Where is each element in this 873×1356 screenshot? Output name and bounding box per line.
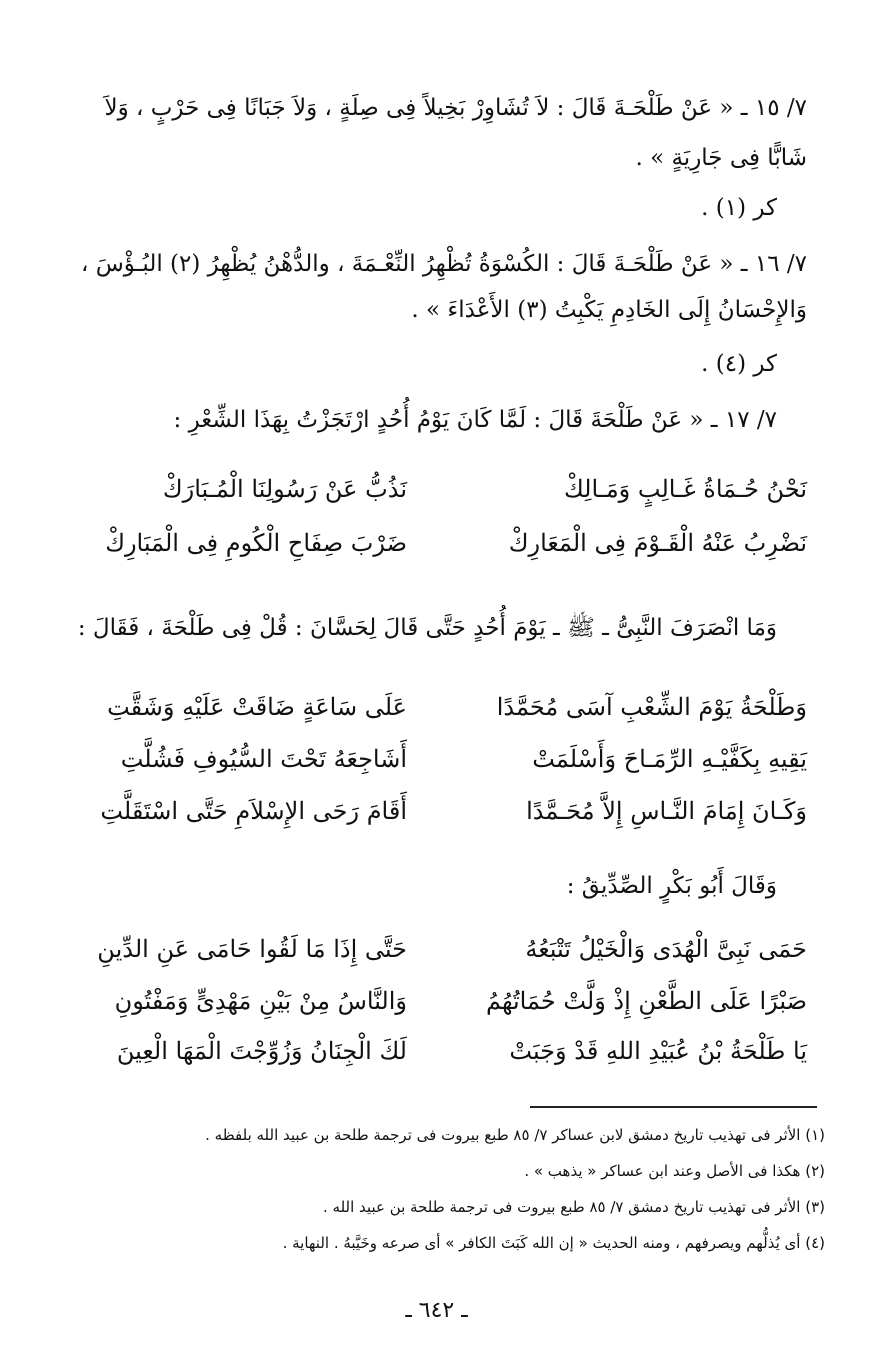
verse-second-hemistich: نَذُبُّ عَنْ رَسُولِنَا الْمُـبَارَكْ — [162, 475, 407, 503]
paragraph-17-line-1: ٧/ ١٧ ـ « عَنْ طَلْحَةَ قَالَ : لَمَّا كَانَ يَوْمُ أُحُدٍ ارْتَجَزْتُ بِهَذَا الشِّعْرِ : — [173, 407, 777, 433]
footnote-4: (٤) أى يُذلُّهم ويصرفهم ، ومنه الحديث « إن الله كَبَتَ الكافر » أى صرعه وخَيَّبهُ . النهاية . — [282, 1234, 825, 1252]
verse-first-hemistich: نَضْرِبُ عَنْهُ الْقَـوْمَ فِى الْمَعَارِكْ — [508, 529, 807, 557]
footnote-separator — [530, 1106, 817, 1108]
verse-second-hemistich: عَلَى سَاعَةٍ ضَاقَتْ عَلَيْهِ وَشَقَّتِ — [107, 693, 407, 721]
poem-1-verse — [105, 522, 807, 564]
footnote-3: (٣) الأثر فى تهذيب تاريخ دمشق ٧/ ٨٥ طبع بيروت فى ترجمة طلحة بن عبيد الله . — [323, 1198, 825, 1216]
paragraph-16-citation: كر (٤) . — [701, 351, 777, 377]
verse-first-hemistich: نَحْنُ حُـمَاةُ غَـالِبٍ وَمَـالِكْ — [563, 475, 807, 503]
page-number: ـ ٦٤٢ ـ — [405, 1298, 468, 1323]
verse-first-hemistich: وَطَلْحَةُ يَوْمَ الشِّعْبِ آسَى مُحَمَّدًا — [496, 693, 807, 721]
verse-first-hemistich: وَكَـانَ إِمَامَ النَّـاسِ إِلاَّ مُحَـمَّدًا — [526, 797, 807, 825]
poem-3-verse — [116, 1030, 807, 1072]
verse-second-hemistich: ضَرْبَ صِفَاحِ الْكُومِ فِى الْمَبَارِكْ — [105, 529, 407, 557]
verse-second-hemistich: لَكَ الْجِنَانُ وَزُوِّجْتَ الْمَهَا الْعِينَ — [116, 1037, 407, 1065]
poem-2-intro: وَمَا انْصَرَفَ النَّبِىُّ ـ ﷺ ـ يَوْمَ أُحُدٍ حَتَّى قَالَ لِحَسَّانَ : قُلْ فِى طَلْحَةَ ، فَقَالَ : — [77, 615, 777, 641]
paragraph-15-line-1: ٧/ ١٥ ـ « عَنْ طَلْحَـةَ قَالَ : لاَ تُشَاوِرْ بَخِيلاً فِى صِلَةٍ ، وَلاَ جَبَانًا فِى حَرْبٍ ، وَلاَ — [104, 95, 807, 121]
poem-2-verse — [120, 738, 807, 780]
footnote-1: (١) الأثر فى تهذيب تاريخ دمشق لابن عساكر ٧/ ٨٥ طبع بيروت فى ترجمة طلحة بن عبيد الله بلفظه . — [205, 1126, 825, 1144]
poem-1-verse — [147, 468, 807, 510]
paragraph-16-line-2: وَالإِحْسَانُ إِلَى الخَادِمِ يَكْبِتُ (٣) الأَعْدَاءَ » . — [411, 297, 807, 323]
verse-second-hemistich: أَشَاجِعَهُ تَحْتَ السُّيُوفِ فَشُلَّتِ — [120, 745, 407, 773]
verse-first-hemistich: يَا طَلْحَةُ بْنُ عُبَيْدِ اللهِ قَدْ وَجَبَتْ — [509, 1037, 807, 1065]
verse-second-hemistich: أَقَامَ رَحَى الإِسْلاَمِ حَتَّى اسْتَقَلَّتِ — [100, 797, 407, 825]
paragraph-15-citation: كر (١) . — [701, 195, 777, 221]
verse-first-hemistich: يَقِيهِ بِكَفَّيْـهِ الرِّمَـاحَ وَأَسْلَمَتْ — [532, 745, 807, 773]
poem-3-intro: وَقَالَ أَبُو بَكْرٍ الصِّدِّيقُ : — [566, 873, 777, 899]
verse-first-hemistich: حَمَى نَبِىَّ الْهُدَى وَالْخَيْلُ تَتْبَعُهُ — [525, 935, 807, 963]
verse-first-hemistich: صَبْرًا عَلَى الطَّعْنِ إِذْ وَلَّتْ حُمَاتُهُمُ — [485, 987, 807, 1015]
poem-3-verse — [114, 980, 807, 1022]
paragraph-15-line-2: شَابًّا فِى جَارِيَةٍ » . — [635, 145, 807, 171]
footnote-2: (٢) هكذا فى الأصل وعند ابن عساكر « يذهب » . — [524, 1162, 825, 1180]
poem-3-verse — [97, 928, 807, 970]
verse-second-hemistich: حَتَّى إِذَا مَا لَقُوا حَامَى عَنِ الدِّينِ — [97, 935, 407, 963]
poem-2-verse — [107, 686, 807, 728]
poem-2-verse — [100, 790, 807, 832]
paragraph-16-line-1: ٧/ ١٦ ـ « عَنْ طَلْحَـةَ قَالَ : الكُسْوَةُ تُظْهِرُ النِّعْـمَةَ ، والدُّهْنُ يُظْهِرُ (٢) البُـؤْسَ ، — [80, 251, 807, 277]
verse-second-hemistich: وَالنَّاسُ مِنْ بَيْنِ مَهْدِىٍّ وَمَفْتُونِ — [114, 987, 407, 1015]
